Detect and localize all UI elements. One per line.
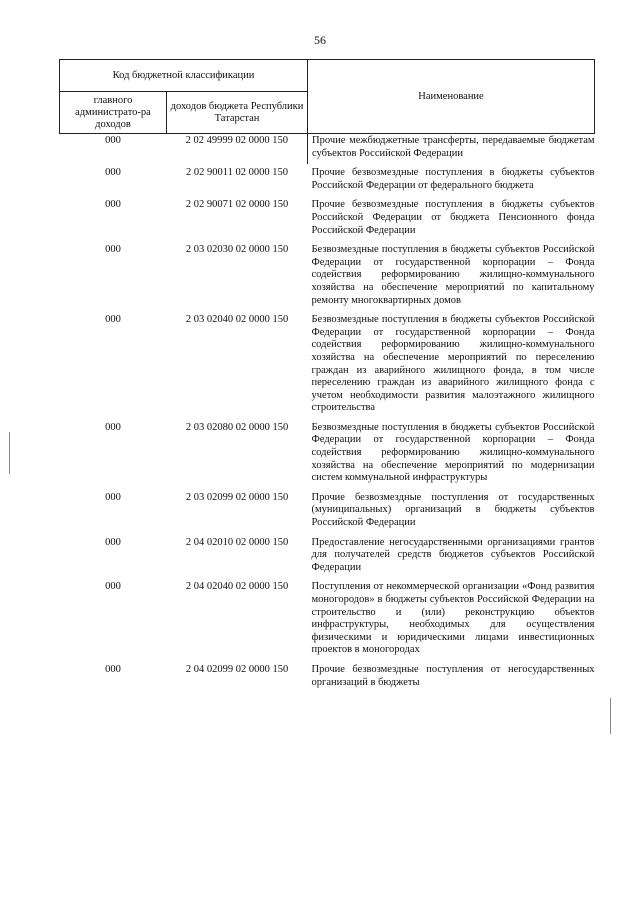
revenue-name-cell: Прочие безвозмездные поступления в бюджеты субъектов Российской Федерации от бюджета Пенсионного фонда Российской Федерации xyxy=(311,199,595,236)
admin-code-cell: 000 xyxy=(105,581,121,593)
admin-code-cell: 000 xyxy=(105,244,121,256)
page-number: 56 xyxy=(314,33,326,47)
table-header xyxy=(60,60,595,134)
header-budget-classification: Код бюджетной классификации xyxy=(60,60,308,92)
revenue-code-cell: 2 04 02010 02 0000 150 xyxy=(185,536,289,548)
table-row xyxy=(60,419,595,489)
revenue-name-cell: Прочие безвозмездные поступления в бюджеты субъектов Российской Федерации от федерального бюджета xyxy=(311,167,595,191)
revenue-code-cell: 2 03 02040 02 0000 150 xyxy=(185,314,289,326)
admin-code-cell: 000 xyxy=(105,421,121,433)
revenue-code-cell: 2 02 90011 02 0000 150 xyxy=(186,167,288,179)
revenue-name-cell: Безвозмездные поступления в бюджеты субъектов Российской Федерации от государственной корпорации – Фонда содействия реформированию жилищно-коммунального хозяйства на обеспечение мероприятий по капитальному ремонту многоквартирных домов xyxy=(311,244,595,306)
revenue-code-cell: 2 03 02080 02 0000 150 xyxy=(185,421,289,433)
revenue-name-cell: Прочие безвозмездные поступления от государственных (муниципальных) организаций в бюджеты субъектов Российской Федерации xyxy=(311,491,595,529)
revenue-code-cell: 2 03 02099 02 0000 150 xyxy=(185,491,289,503)
scan-mark-right xyxy=(610,698,611,734)
revenue-name-cell: Поступления от некоммерческой организации «Фонд развития моногородов» в бюджеты субъектов Российской Федерации на строительство и (или) реконструкцию объектов инфраструктуры, необходимых для осуществления физическими и юридическими лицами инвестиционных проектов в моногородах xyxy=(311,581,595,656)
admin-code-cell: 000 xyxy=(105,491,121,503)
header-chief-administrator: главного администрато-ра доходов xyxy=(60,92,167,134)
admin-code-cell: 000 xyxy=(105,199,121,211)
table-row xyxy=(60,489,595,534)
revenue-code-cell: 2 02 49999 02 0000 150 xyxy=(185,135,288,146)
table-row xyxy=(60,164,595,196)
header-name: Наименование xyxy=(308,60,595,134)
table-row xyxy=(60,578,595,661)
table-row xyxy=(60,534,595,579)
revenue-name-cell: Прочие межбюджетные трансферты, передаваемые бюджетам субъектов Российской Федерации xyxy=(308,134,595,165)
revenue-name-cell: Безвозмездные поступления в бюджеты субъектов Российской Федерации от государственной корпорации – Фонда содействия реформированию жилищно-коммунального хозяйства на обеспечение мероприятий по переселению граждан из аварийного жилищного фонда, в том числе переселению граждан из аварийного жилищного фонда с учетом необходимости развития малоэтажного жилищного строительства xyxy=(311,314,595,414)
admin-code-cell: 000 xyxy=(105,663,121,675)
admin-code-cell: 000 xyxy=(105,167,121,179)
revenue-name-cell: Предоставление негосударственными организациями грантов для получателей средств бюджетов субъектов Российской Федерации xyxy=(311,536,595,573)
table-row xyxy=(60,196,595,241)
table-body xyxy=(60,134,595,694)
table-row xyxy=(60,661,595,693)
scan-mark-left xyxy=(9,432,10,474)
admin-code-cell: 000 xyxy=(105,536,121,548)
admin-code-cell: 000 xyxy=(105,135,121,146)
budget-codes-table xyxy=(59,59,595,693)
revenue-name-cell: Безвозмездные поступления в бюджеты субъектов Российской Федерации от государственной корпорации – Фонда содействия реформированию жилищно-коммунального хозяйства на обеспечение мероприятий по модернизации систем коммунальной инфраструктуры xyxy=(311,421,595,484)
revenue-name-cell: Прочие безвозмездные поступления от негосударственных организаций в бюджеты xyxy=(311,663,595,688)
revenue-code-cell: 2 03 02030 02 0000 150 xyxy=(185,244,289,256)
header-revenue-code: доходов бюджета Республики Татарстан xyxy=(167,92,308,134)
admin-code-cell: 000 xyxy=(105,314,121,326)
table-row xyxy=(60,134,595,165)
table-row xyxy=(60,241,595,311)
revenue-code-cell: 2 04 02040 02 0000 150 xyxy=(185,581,289,593)
revenue-code-cell: 2 02 90071 02 0000 150 xyxy=(185,199,289,211)
table-row xyxy=(60,311,595,419)
revenue-code-cell: 2 04 02099 02 0000 150 xyxy=(185,663,289,675)
